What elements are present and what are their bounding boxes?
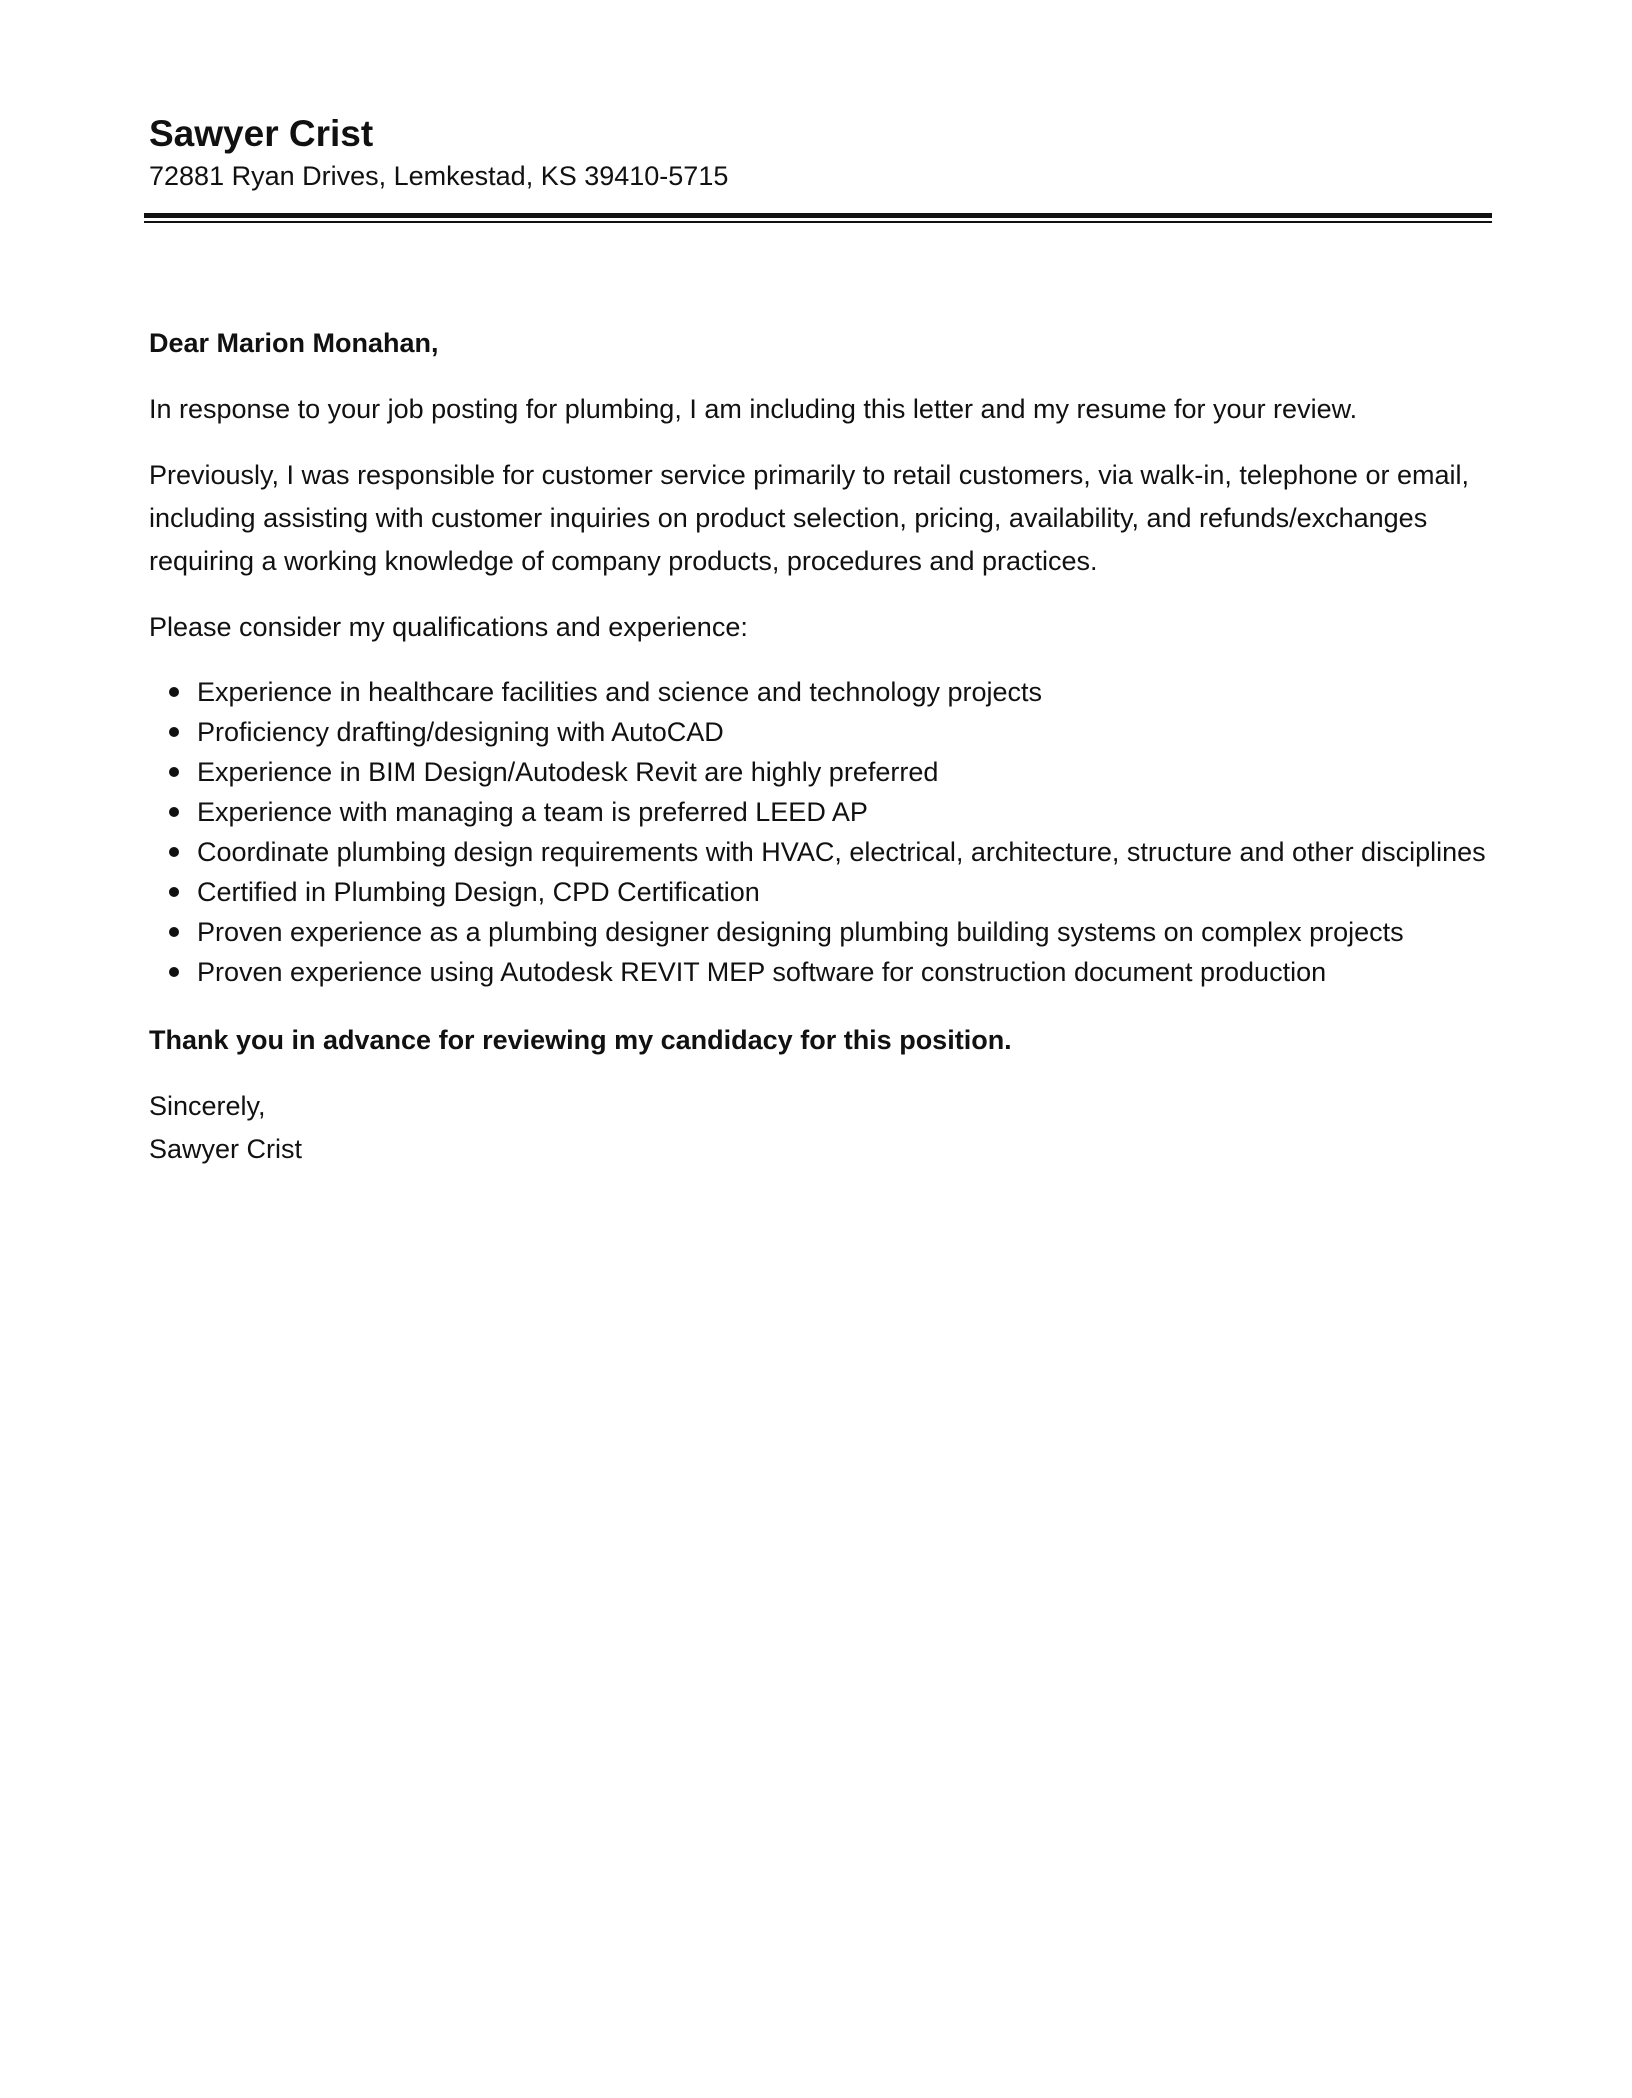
qualifications-intro: Please consider my qualifications and experience: (149, 612, 748, 642)
bullet-icon (169, 927, 179, 937)
letter-header (149, 110, 1489, 194)
header-divider-thick (144, 213, 1492, 218)
qualification-text: Proven experience using Autodesk REVIT MEP software for construction document production (197, 957, 1327, 987)
header-divider-thin (144, 221, 1492, 223)
list-item (149, 712, 1489, 752)
qualification-text: Experience with managing a team is preferred LEED AP (197, 797, 868, 827)
bullet-icon (169, 967, 179, 977)
list-item (149, 792, 1489, 832)
list-item (149, 872, 1489, 912)
bullet-icon (169, 767, 179, 777)
list-item (149, 752, 1489, 792)
salutation: Dear Marion Monahan, (149, 328, 439, 358)
experience-paragraph: Previously, I was responsible for customer service primarily to retail customers, via walk-in, telephone or email, including assisting with customer inquiries on product selection, pricing, availability, and refunds/exchanges requiring a working knowledge of company products, procedures and practices. (149, 460, 1469, 576)
list-item (149, 912, 1489, 952)
list-item (149, 832, 1489, 872)
list-item (149, 672, 1489, 712)
bullet-icon (169, 687, 179, 697)
bullet-icon (169, 807, 179, 817)
sender-name: Sawyer Crist (149, 113, 374, 154)
qualification-text: Coordinate plumbing design requirements with HVAC, electrical, architecture, structure and other disciplines (197, 837, 1486, 867)
list-item (149, 952, 1489, 992)
qualifications-list (149, 672, 1489, 992)
letter-body (149, 322, 1489, 1171)
closing-statement: Thank you in advance for reviewing my candidacy for this position. (149, 1025, 1012, 1055)
signature-name: Sawyer Crist (149, 1134, 303, 1164)
intro-paragraph: In response to your job posting for plumbing, I am including this letter and my resume for your review. (149, 394, 1358, 424)
qualification-text: Proven experience as a plumbing designer designing plumbing building systems on complex projects (197, 917, 1404, 947)
signoff: Sincerely, (149, 1091, 266, 1121)
qualification-text: Certified in Plumbing Design, CPD Certification (197, 877, 760, 907)
bullet-icon (169, 727, 179, 737)
header-divider (144, 213, 1492, 223)
sender-address: 72881 Ryan Drives, Lemkestad, KS 39410-5715 (149, 161, 729, 191)
qualification-text: Experience in BIM Design/Autodesk Revit are highly preferred (197, 757, 939, 787)
qualification-text: Experience in healthcare facilities and science and technology projects (197, 677, 1043, 707)
bullet-icon (169, 887, 179, 897)
qualification-text: Proficiency drafting/designing with AutoCAD (197, 717, 724, 747)
bullet-icon (169, 847, 179, 857)
